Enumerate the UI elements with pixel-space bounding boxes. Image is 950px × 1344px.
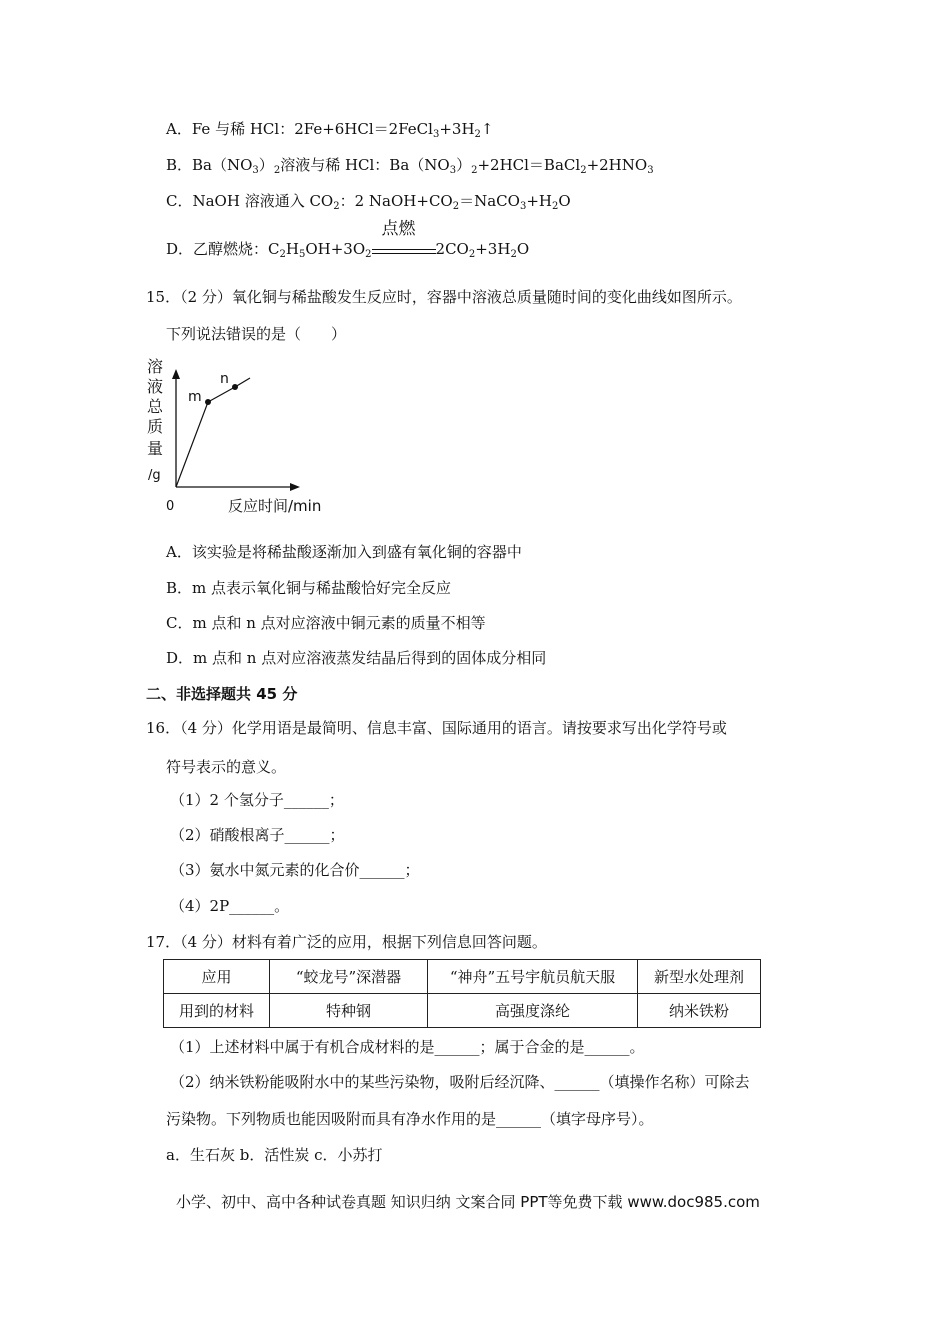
q17-stem: 17．（4 分）材料有着广泛的应用，根据下列信息回答问题。 (146, 933, 547, 951)
y-label-char: 总 (147, 397, 164, 416)
table-cell: 新型水处理剂 (638, 960, 761, 994)
y-axis-arrow (172, 369, 180, 379)
q15-stem-line2: 下列说法错误的是（ ） (166, 325, 347, 343)
label-m: m (188, 389, 202, 405)
q14-option-a: A．Fe 与稀 HCl：$2Fe+6HCl=2FeCl_3+3H_2↑$ (166, 120, 494, 140)
y-axis-label (147, 357, 164, 483)
q17-part-2-line2: 污染物。下列物质也能因吸附而具有净水作用的是______（填字母序号）。 (166, 1110, 654, 1128)
q15-option-c: C．m 点和 n 点对应溶液中铜元素的质量不相等 (166, 614, 486, 632)
x-axis-label: 反应时间/min (228, 497, 322, 515)
point-n (232, 384, 238, 390)
q17-choices: a．生石灰 b．活性炭 c．小苏打 (166, 1146, 383, 1164)
x-axis-arrow (290, 483, 300, 491)
table-cell: 高强度涤纶 (428, 994, 638, 1028)
mass-time-graph (142, 355, 352, 520)
q16-stem-line2: 符号表示的意义。 (166, 758, 287, 776)
y-label-char: 质 (147, 417, 164, 436)
table-row (164, 994, 761, 1028)
page-footer: 小学、初中、高中各种试卷真题 知识归纳 文案合同 PPT等免费下载 www.doc985.com (176, 1193, 760, 1211)
table-cell: “神舟”五号宇航员航天服 (428, 960, 638, 994)
origin-label: 0 (166, 499, 175, 514)
q14-option-b: B．$Ba(NO_3)_2$溶液与稀 HCl：$Ba(NO_3)_2+2HCl=BaCl_2+2HNO_3$ (166, 156, 654, 176)
table-cell: 应用 (164, 960, 270, 994)
q15-option-d: D．m 点和 n 点对应溶液蒸发结晶后得到的固体成分相同 (166, 649, 547, 667)
reaction-condition: 点燃 (372, 239, 436, 259)
q16-part-1: （1）2 个氢分子______； (170, 791, 344, 809)
point-m (205, 399, 211, 405)
section-heading: 二、非选择题共 45 分 (146, 685, 298, 703)
table-cell: 用到的材料 (164, 994, 270, 1028)
table-cell: 特种钢 (270, 994, 428, 1028)
label-n: n (220, 371, 229, 387)
q14-option-c: C．NaOH 溶液通入 $CO_2$：2 $NaOH+CO_2=NaCO_3+H_2O$ (166, 192, 571, 212)
y-label-char: 液 (147, 377, 164, 396)
q16-part-2: （2）硝酸根离子______； (170, 826, 345, 844)
materials-table (163, 959, 761, 1028)
q15-option-a: A．该实验是将稀盐酸逐渐加入到盛有氧化铜的容器中 (166, 543, 522, 561)
y-label-char: 量 (147, 439, 164, 458)
y-unit: /g (148, 468, 161, 483)
table-cell: 纳米铁粉 (638, 994, 761, 1028)
q16-part-4: （4）2P______。 (170, 897, 290, 915)
q17-part-2-line1: （2）纳米铁粉能吸附水中的某些污染物，吸附后经沉降、______（填操作名称）可除去 (170, 1073, 750, 1091)
q14-option-d: D．乙醇燃烧：$C_2H_5OH+3O_2$ 点燃 $2CO_2+3H_2O$ (166, 219, 530, 260)
q17-part-1: （1）上述材料中属于有机合成材料的是______；属于合金的是______。 (170, 1038, 645, 1056)
q16-stem-line1: 16．（4 分）化学用语是最简明、信息丰富、国际通用的语言。请按要求写出化学符号或 (146, 719, 727, 737)
y-label-char: 溶 (147, 357, 164, 376)
table-cell: “蛟龙号”深潜器 (270, 960, 428, 994)
table-row (164, 960, 761, 994)
q16-part-3: （3）氨水中氮元素的化合价______； (170, 861, 420, 879)
q15-stem-line1: 15．（2 分）氧化铜与稀盐酸发生反应时，容器中溶液总质量随时间的变化曲线如图所示。 (146, 288, 742, 306)
q15-option-b: B．m 点表示氧化铜与稀盐酸恰好完全反应 (166, 579, 452, 597)
